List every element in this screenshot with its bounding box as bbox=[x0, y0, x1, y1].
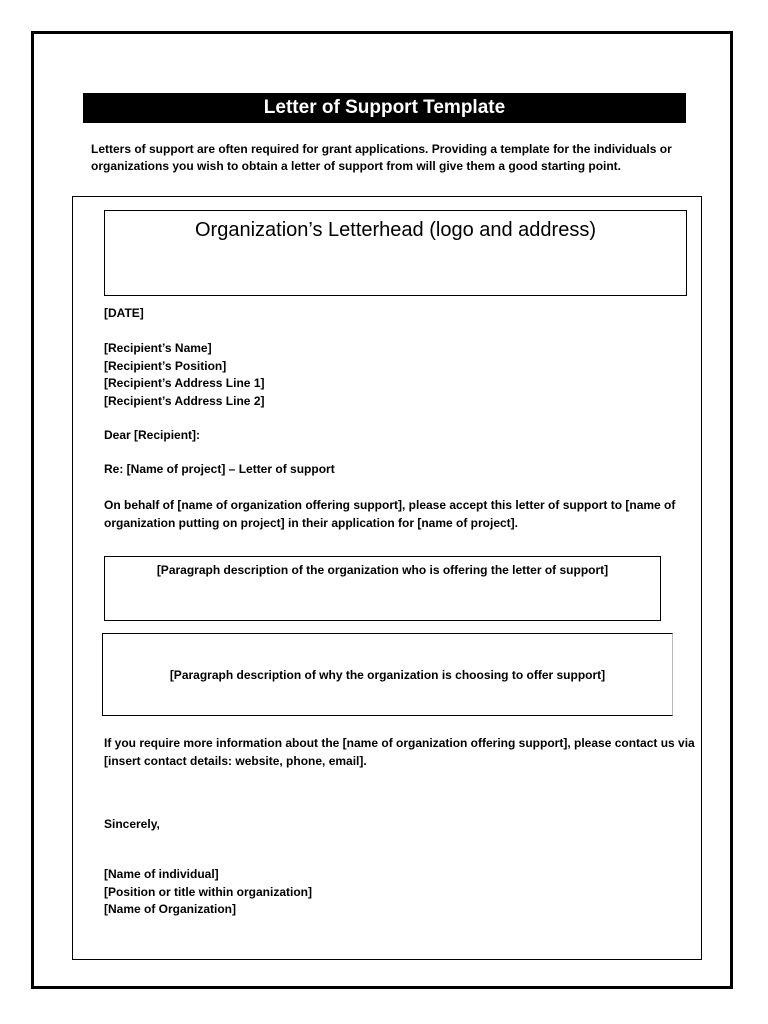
support-reason-label: [Paragraph description of why the organization is choosing to offer support] bbox=[169, 668, 606, 682]
recipient-address-line-1: [Recipient’s Address Line 1] bbox=[104, 376, 265, 390]
date-placeholder: [DATE] bbox=[104, 306, 144, 320]
support-reason-box bbox=[102, 633, 673, 716]
body-line-1: On behalf of [name of organization offering support], please accept this letter of support to [name of bbox=[104, 498, 676, 512]
signature-individual: [Name of individual] bbox=[104, 867, 219, 881]
subject-line: Re: [Name of project] – Letter of support bbox=[104, 462, 335, 476]
organization-description-label: [Paragraph description of the organization who is offering the letter of support] bbox=[156, 563, 609, 577]
closing: Sincerely, bbox=[104, 817, 160, 831]
letterhead-label: Organization’s Letterhead (logo and address) bbox=[195, 219, 596, 241]
body-line-2: organization putting on project] in their application for [name of project]. bbox=[104, 515, 518, 530]
recipient-position: [Recipient’s Position] bbox=[104, 358, 227, 373]
contact-line-1: If you require more information about the [name of organization offering support], please contact us via bbox=[104, 736, 695, 750]
intro-paragraph: Letters of support are often required for grant applications. Providing a template for the individuals or organizations you wish to obtain a letter of support from will give them a good starting point. bbox=[91, 142, 672, 173]
recipient-name: [Recipient’s Name] bbox=[104, 341, 212, 355]
organization-description-box bbox=[104, 556, 661, 621]
contact-line-2: [insert contact details: website, phone, email]. bbox=[104, 753, 367, 768]
recipient-block bbox=[104, 340, 264, 410]
document-title: Letter of Support Template bbox=[83, 93, 686, 123]
letterhead-box bbox=[104, 210, 687, 296]
signature-organization: [Name of Organization] bbox=[104, 902, 237, 916]
salutation: Dear [Recipient]: bbox=[104, 428, 201, 442]
signature-position: [Position or title within organization] bbox=[104, 884, 312, 899]
contact-paragraph bbox=[104, 735, 695, 770]
body-paragraph bbox=[104, 497, 675, 532]
signature-block bbox=[104, 866, 312, 919]
recipient-address-line-2: [Recipient’s Address Line 2] bbox=[104, 393, 265, 408]
